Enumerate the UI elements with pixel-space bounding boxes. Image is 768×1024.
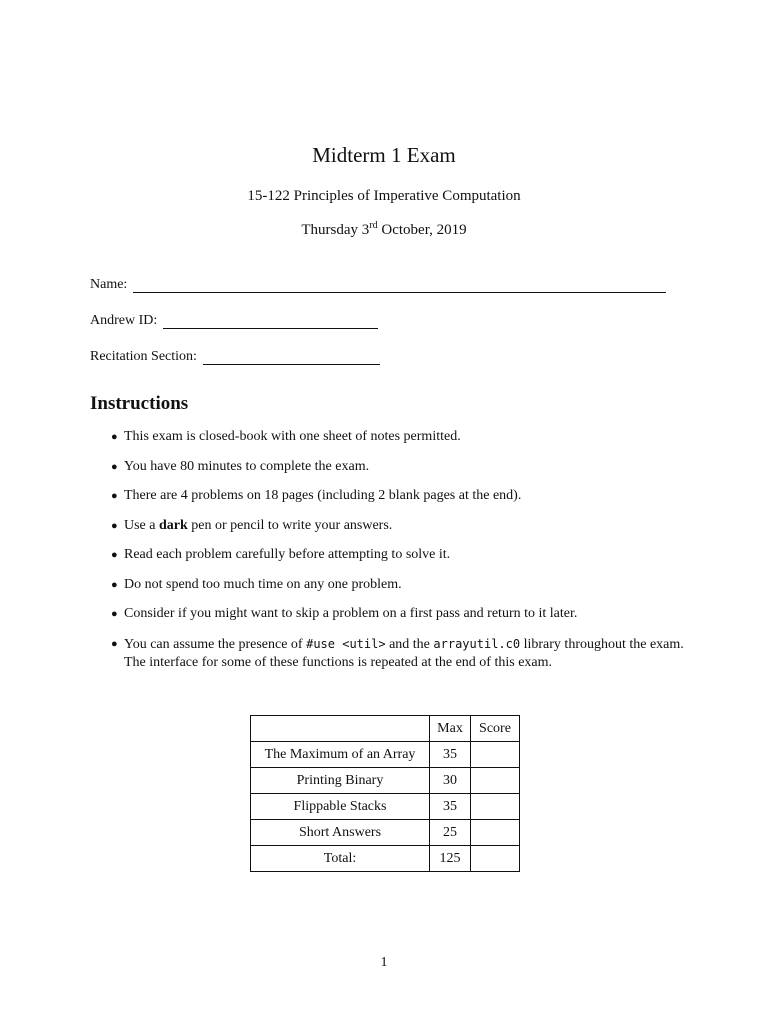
instruction-text: pen or pencil to write your answers. xyxy=(187,517,393,533)
total-score-cell[interactable] xyxy=(471,846,520,872)
recitation-label: Recitation Section: xyxy=(90,349,197,364)
table-row xyxy=(251,768,520,794)
problem-score-cell[interactable] xyxy=(471,794,520,820)
instruction-text: Consider if you might want to skip a problem on a first pass and return to it later. xyxy=(124,606,578,621)
bullet-icon: ● xyxy=(111,608,118,620)
table-row xyxy=(251,820,520,846)
problem-name: The Maximum of an Array xyxy=(251,742,430,768)
list-item xyxy=(108,635,688,672)
page-number: 1 xyxy=(380,955,388,970)
total-label: Total: xyxy=(251,846,430,872)
name-line[interactable] xyxy=(133,278,666,293)
table-header-row xyxy=(251,716,520,742)
problem-max: 25 xyxy=(430,820,471,846)
course-name: 15-122 Principles of Imperative Computation xyxy=(247,188,521,204)
instruction-text: Use a xyxy=(124,517,159,533)
problem-max: 30 xyxy=(430,768,471,794)
date-suffix: October, 2019 xyxy=(377,222,467,238)
date-ordinal: rd xyxy=(369,220,378,231)
name-label: Name: xyxy=(90,277,128,292)
table-header-blank xyxy=(251,716,430,742)
problem-name: Short Answers xyxy=(251,820,430,846)
bullet-icon: ● xyxy=(111,460,118,473)
list-item xyxy=(108,605,688,623)
instructions-list xyxy=(108,428,688,683)
problem-score-cell[interactable] xyxy=(471,768,520,794)
bullet-icon: ● xyxy=(111,637,118,650)
code-arrayutil: arrayutil.c0 xyxy=(433,636,521,651)
list-item xyxy=(108,546,688,564)
bullet-icon: ● xyxy=(111,490,118,502)
code-use-util: #use <util> xyxy=(306,636,386,651)
score-table xyxy=(250,715,520,872)
andrew-id-line[interactable] xyxy=(163,314,378,329)
table-row xyxy=(251,742,520,768)
instruction-text: and the xyxy=(385,636,434,652)
bullet-icon: ● xyxy=(111,431,118,443)
total-max: 125 xyxy=(430,846,471,872)
exam-title: Midterm 1 Exam xyxy=(312,143,456,167)
date-prefix: Thursday 3 xyxy=(301,222,370,238)
bullet-icon: ● xyxy=(111,519,118,532)
table-row xyxy=(251,794,520,820)
instruction-text: library throughout the exam. The interface for some of these functions is repeated at the end of this exam. xyxy=(124,636,684,670)
problem-score-cell[interactable] xyxy=(471,742,520,768)
table-header-score: Score xyxy=(471,716,520,742)
problem-score-cell[interactable] xyxy=(471,820,520,846)
instruction-text: You have 80 minutes to complete the exam. xyxy=(124,458,370,474)
instruction-text: You can assume the presence of xyxy=(124,636,307,652)
instruction-bold: dark xyxy=(159,517,188,533)
recitation-line[interactable] xyxy=(203,350,380,365)
table-row-total xyxy=(251,846,520,872)
table-header-max: Max xyxy=(430,716,471,742)
instruction-text: There are 4 problems on 18 pages (including 2 blank pages at the end). xyxy=(124,488,522,503)
problem-name: Flippable Stacks xyxy=(251,794,430,820)
list-item xyxy=(108,428,688,446)
instruction-text: This exam is closed-book with one sheet of notes permitted. xyxy=(124,429,461,444)
list-item xyxy=(108,487,688,505)
list-item xyxy=(108,517,688,535)
andrew-id-label: Andrew ID: xyxy=(90,313,158,328)
problem-max: 35 xyxy=(430,742,471,768)
name-field xyxy=(90,277,666,293)
instructions-heading: Instructions xyxy=(90,393,189,414)
instruction-text: Do not spend too much time on any one problem. xyxy=(124,576,402,592)
andrew-id-field xyxy=(90,313,378,329)
instruction-text: Read each problem carefully before attempting to solve it. xyxy=(124,547,451,562)
bullet-icon: ● xyxy=(111,549,118,561)
problem-name: Printing Binary xyxy=(251,768,430,794)
problem-max: 35 xyxy=(430,794,471,820)
list-item xyxy=(108,576,688,594)
recitation-field xyxy=(90,349,380,365)
exam-date xyxy=(0,222,768,239)
list-item xyxy=(108,458,688,476)
bullet-icon: ● xyxy=(111,578,118,591)
